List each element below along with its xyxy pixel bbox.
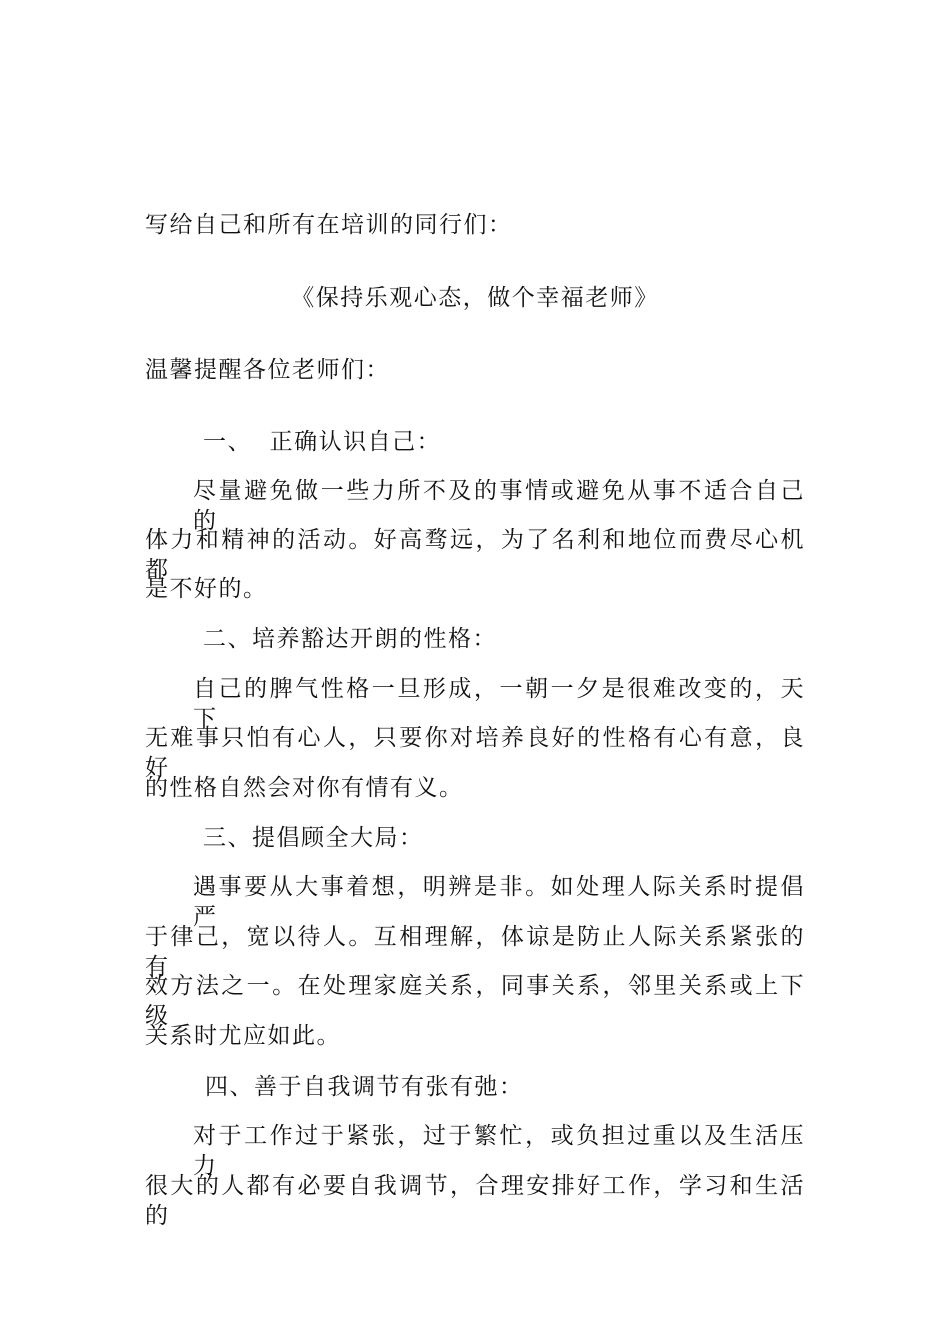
section-heading-3: 三、提倡顾全大局： — [203, 825, 424, 851]
greeting-line: 温馨提醒各位老师们： — [145, 357, 390, 383]
paragraph-line: 遇事要从大事着想，明辨是非。如处理人际关系时提倡严 — [193, 874, 805, 930]
paragraph-line: 的性格自然会对你有情有义。 — [145, 775, 464, 801]
paragraph-line: 尽量避免做一些力所不及的事情或避免从事不适合自己的 — [193, 478, 805, 534]
section-heading-4: 四、善于自我调节有张有弛： — [205, 1074, 524, 1100]
paragraph-line: 关系时尤应如此。 — [145, 1023, 341, 1049]
document-title: 《保持乐观心态，做个幸福老师》 — [291, 285, 659, 311]
paragraph-line: 体力和精神的活动。好高骛远，为了名利和地位而费尽心机都 — [145, 527, 805, 583]
dedication-line: 写给自己和所有在培训的同行们： — [145, 212, 513, 238]
paragraph-line: 很大的人都有必要自我调节，合理安排好工作，学习和生活的 — [145, 1173, 805, 1229]
paragraph-line: 于律己，宽以待人。互相理解，体谅是防止人际关系紧张的有 — [145, 924, 805, 980]
paragraph-line: 对于工作过于紧张，过于繁忙，或负担过重以及生活压力 — [193, 1123, 805, 1179]
paragraph-line: 效方法之一。在处理家庭关系，同事关系，邻里关系或上下级 — [145, 973, 805, 1029]
paragraph-line: 无难事只怕有心人，只要你对培养良好的性格有心有意，良好 — [145, 725, 805, 781]
paragraph-line: 自己的脾气性格一旦形成，一朝一夕是很难改变的，天下 — [193, 676, 805, 732]
section-heading-1: 一、 正确认识自己： — [203, 429, 442, 455]
paragraph-line: 是不好的。 — [145, 576, 268, 602]
section-heading-2: 二、培养豁达开朗的性格： — [203, 626, 497, 652]
